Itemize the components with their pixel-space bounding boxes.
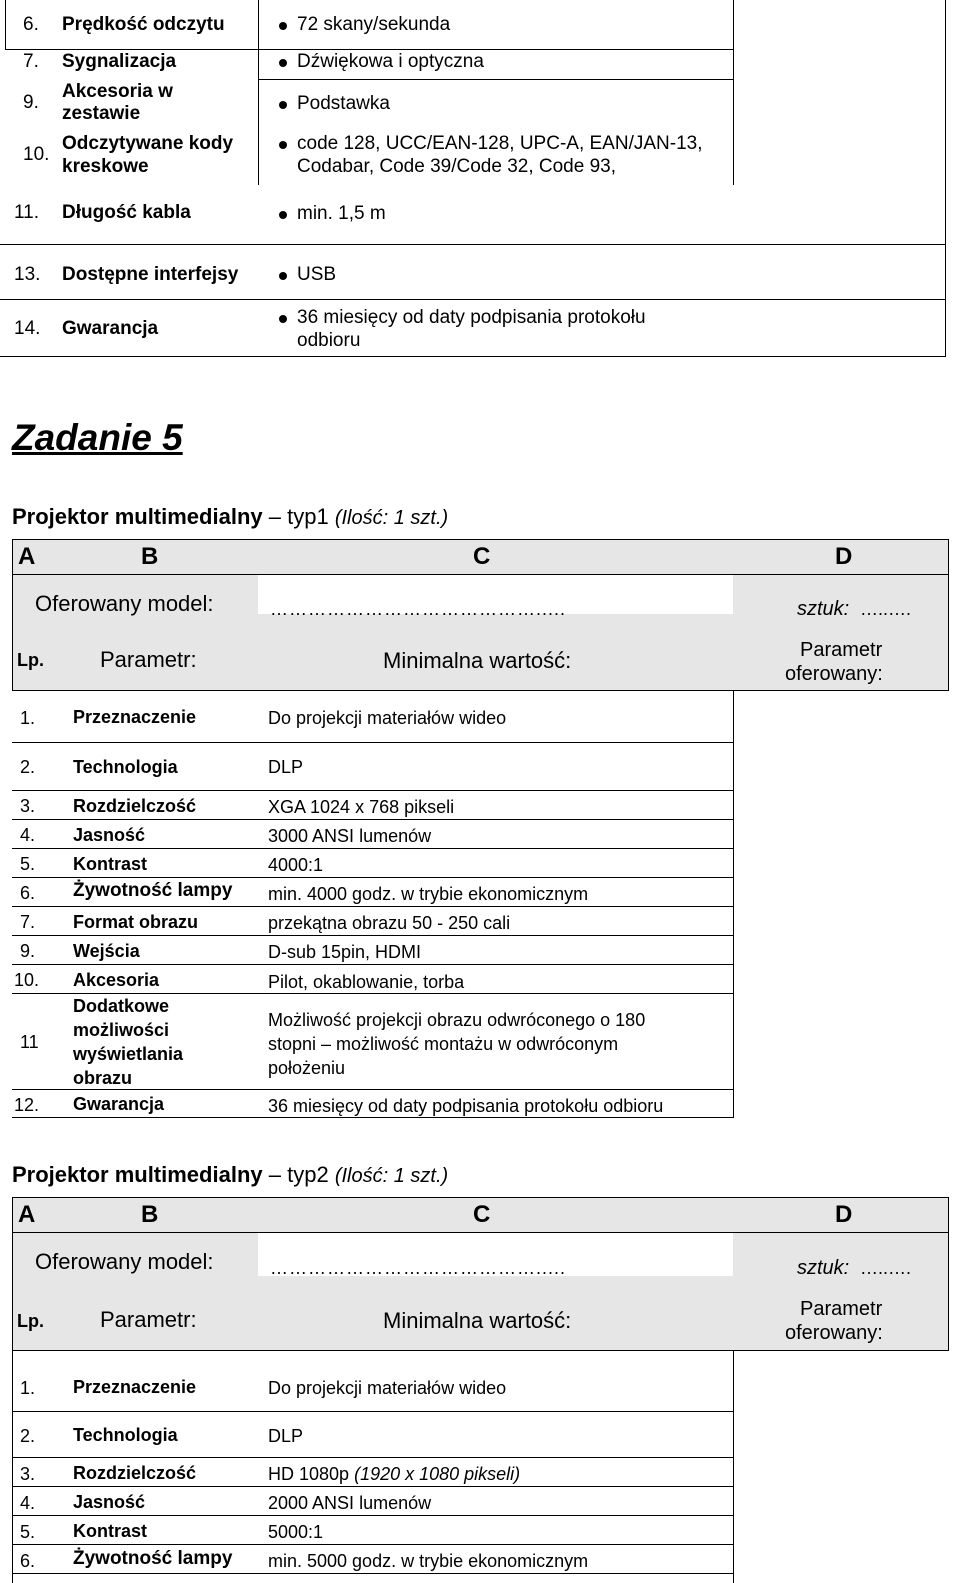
param-label-line: Odczytywane kody bbox=[62, 133, 234, 154]
row-number: 11 bbox=[20, 1032, 39, 1052]
param-value: D-sub 15pin, HDMI bbox=[268, 942, 422, 962]
projector-type1-heading bbox=[12, 504, 448, 531]
param-value: XGA 1024 x 768 pikseli bbox=[268, 797, 455, 817]
param-value: przekątna obrazu 50 - 250 cali bbox=[268, 913, 511, 933]
row-number: 7. bbox=[20, 912, 36, 932]
param-label: Rozdzielczość bbox=[73, 796, 197, 816]
column-header-b: B bbox=[141, 1201, 159, 1228]
param-value: DLP bbox=[268, 757, 304, 777]
param-value: Dźwiękowa i optyczna bbox=[297, 51, 484, 72]
param-label: Długość kabla bbox=[62, 202, 191, 223]
param-label: Sygnalizacja bbox=[62, 51, 177, 72]
param-value: USB bbox=[297, 264, 337, 285]
param-value: 72 skany/sekunda bbox=[297, 14, 451, 35]
offered-model-label: Oferowany model: bbox=[35, 591, 214, 616]
param-label: Przeznaczenie bbox=[73, 1377, 197, 1397]
param-label: Technologia bbox=[73, 757, 178, 777]
min-value-header: Minimalna wartość: bbox=[383, 1308, 572, 1333]
row-number: 11. bbox=[14, 202, 40, 223]
param-label: Gwarancja bbox=[73, 1094, 165, 1114]
row-number: 7. bbox=[23, 51, 39, 72]
param-value-line: Możliwość projekcji obrazu odwróconego o 180 bbox=[268, 1010, 646, 1030]
heading-type: typ1 bbox=[287, 504, 329, 529]
param-label: Żywotność lampy bbox=[73, 1548, 233, 1569]
param-label-line: wyświetlania bbox=[73, 1044, 184, 1064]
param-label: Przeznaczenie bbox=[73, 707, 197, 727]
row-number: 2. bbox=[20, 757, 36, 777]
row-number: 3. bbox=[20, 1464, 36, 1484]
pieces-field[interactable]: …..…. bbox=[860, 599, 912, 619]
offered-param-header: Parametr bbox=[800, 1298, 883, 1320]
heading-quantity: (Ilość: 1 szt.) bbox=[334, 1165, 449, 1187]
column-header-c: C bbox=[473, 1201, 491, 1228]
param-label: Żywotność lampy bbox=[73, 880, 233, 901]
bullet-icon bbox=[279, 141, 287, 149]
bullet-icon bbox=[279, 22, 287, 30]
param-value: 2000 ANSI lumenów bbox=[268, 1493, 432, 1513]
column-header-c: C bbox=[473, 543, 491, 570]
param-label: Prędkość odczytu bbox=[62, 14, 225, 35]
row-number: 14. bbox=[14, 318, 41, 339]
row-number: 9. bbox=[23, 92, 39, 113]
row-number: 10. bbox=[23, 144, 50, 165]
offered-model-field[interactable]: ……………………………………..... bbox=[270, 1258, 567, 1278]
param-label: Dostępne interfejsy bbox=[62, 264, 239, 285]
min-value-header: Minimalna wartość: bbox=[383, 648, 572, 673]
column-header-d: D bbox=[835, 543, 853, 570]
param-value-line: położeniu bbox=[268, 1058, 346, 1078]
param-label-line: Dodatkowe bbox=[73, 996, 170, 1016]
row-number: 3. bbox=[20, 796, 36, 816]
row-number: 4. bbox=[20, 1493, 36, 1513]
column-header-a: A bbox=[18, 543, 36, 570]
param-value-line: stopni – możliwość montażu w odwróconym bbox=[268, 1034, 619, 1054]
heading-name: Projektor multimedialny bbox=[12, 504, 263, 529]
param-value: 3000 ANSI lumenów bbox=[268, 826, 432, 846]
row-number: 12. bbox=[14, 1095, 40, 1115]
param-label: Technologia bbox=[73, 1425, 178, 1445]
bullet-icon bbox=[279, 59, 287, 67]
lp-header: Lp. bbox=[17, 650, 44, 670]
offered-param-header: oferowany: bbox=[785, 663, 883, 685]
row-number: 6. bbox=[23, 14, 39, 35]
offered-model-field[interactable]: ……………………………………..... bbox=[270, 599, 567, 619]
row-number: 9. bbox=[20, 941, 36, 961]
row-number: 6. bbox=[20, 1551, 36, 1571]
param-label: Akcesoria bbox=[73, 970, 160, 990]
row-number: 5. bbox=[20, 1522, 36, 1542]
param-value-line: 36 miesięcy od daty podpisania protokołu bbox=[297, 307, 646, 328]
param-value-line: code 128, UCC/EAN-128, UPC-A, EAN/JAN-13, bbox=[297, 133, 703, 154]
param-value-main: HD 1080p bbox=[268, 1464, 350, 1484]
param-label-line: Akcesoria w bbox=[62, 81, 173, 102]
param-value: min. 1,5 m bbox=[297, 203, 386, 224]
param-label: Jasność bbox=[73, 825, 146, 845]
offered-model-label: Oferowany model: bbox=[35, 1249, 214, 1274]
param-value: 5000:1 bbox=[268, 1522, 324, 1542]
param-value: DLP bbox=[268, 1426, 304, 1446]
bullet-icon bbox=[279, 211, 287, 219]
param-value: min. 4000 godz. w trybie ekonomicznym bbox=[268, 884, 589, 904]
param-value: Podstawka bbox=[297, 93, 390, 114]
param-label: Rozdzielczość bbox=[73, 1463, 197, 1483]
param-label: Kontrast bbox=[73, 854, 148, 874]
param-label-line: obrazu bbox=[73, 1068, 133, 1088]
heading-quantity: (Ilość: 1 szt.) bbox=[334, 507, 449, 529]
row-number: 10. bbox=[14, 970, 40, 990]
column-header-a: A bbox=[18, 1201, 36, 1228]
offered-param-header: oferowany: bbox=[785, 1322, 883, 1344]
parameter-header: Parametr: bbox=[100, 647, 197, 672]
param-value-italic: (1920 x 1080 pikseli) bbox=[354, 1464, 521, 1484]
param-value: Do projekcji materiałów wideo bbox=[268, 1378, 507, 1398]
column-header-d: D bbox=[835, 1201, 853, 1228]
bullet-icon bbox=[279, 101, 287, 109]
row-number: 5. bbox=[20, 854, 36, 874]
heading-dash: – bbox=[268, 504, 281, 529]
bullet-icon bbox=[279, 272, 287, 280]
offered-param-header: Parametr bbox=[800, 639, 883, 661]
param-label: Format obrazu bbox=[73, 912, 199, 932]
param-label-line: zestawie bbox=[62, 103, 141, 124]
heading-name: Projektor multimedialny bbox=[12, 1162, 263, 1187]
row-number: 13. bbox=[14, 264, 41, 285]
param-value-line: Codabar, Code 39/Code 32, Code 93, bbox=[297, 156, 617, 177]
lp-header: Lp. bbox=[17, 1311, 44, 1331]
param-value: Pilot, okablowanie, torba bbox=[268, 972, 465, 992]
param-label-line: możliwości bbox=[73, 1020, 170, 1040]
param-value: min. 5000 godz. w trybie ekonomicznym bbox=[268, 1551, 589, 1571]
bullet-icon bbox=[279, 315, 287, 323]
param-label: Jasność bbox=[73, 1492, 146, 1512]
row-number: 1. bbox=[20, 1378, 36, 1398]
pieces-field[interactable]: …..…. bbox=[860, 1258, 912, 1278]
task-title: Zadanie 5 bbox=[12, 417, 183, 458]
param-label: Gwarancja bbox=[62, 318, 159, 339]
column-header-b: B bbox=[141, 543, 159, 570]
row-number: 4. bbox=[20, 825, 36, 845]
param-value-line: odbioru bbox=[297, 330, 361, 351]
param-label-line: kreskowe bbox=[62, 156, 149, 177]
row-number: 2. bbox=[20, 1426, 36, 1446]
param-label: Wejścia bbox=[73, 941, 140, 961]
heading-type: typ2 bbox=[287, 1162, 329, 1187]
parameter-header: Parametr: bbox=[100, 1307, 197, 1332]
param-label: Kontrast bbox=[73, 1521, 148, 1541]
projector-type2-heading bbox=[12, 1162, 448, 1189]
heading-dash: – bbox=[268, 1162, 281, 1187]
pieces-label: sztuk: bbox=[797, 598, 850, 620]
row-number: 1. bbox=[20, 708, 36, 728]
param-value: 4000:1 bbox=[268, 855, 324, 875]
param-value: 36 miesięcy od daty podpisania protokołu odbioru bbox=[268, 1096, 664, 1116]
param-value: Do projekcji materiałów wideo bbox=[268, 708, 507, 728]
param-value bbox=[268, 1463, 520, 1485]
row-number: 6. bbox=[20, 883, 36, 903]
pieces-label: sztuk: bbox=[797, 1257, 850, 1279]
